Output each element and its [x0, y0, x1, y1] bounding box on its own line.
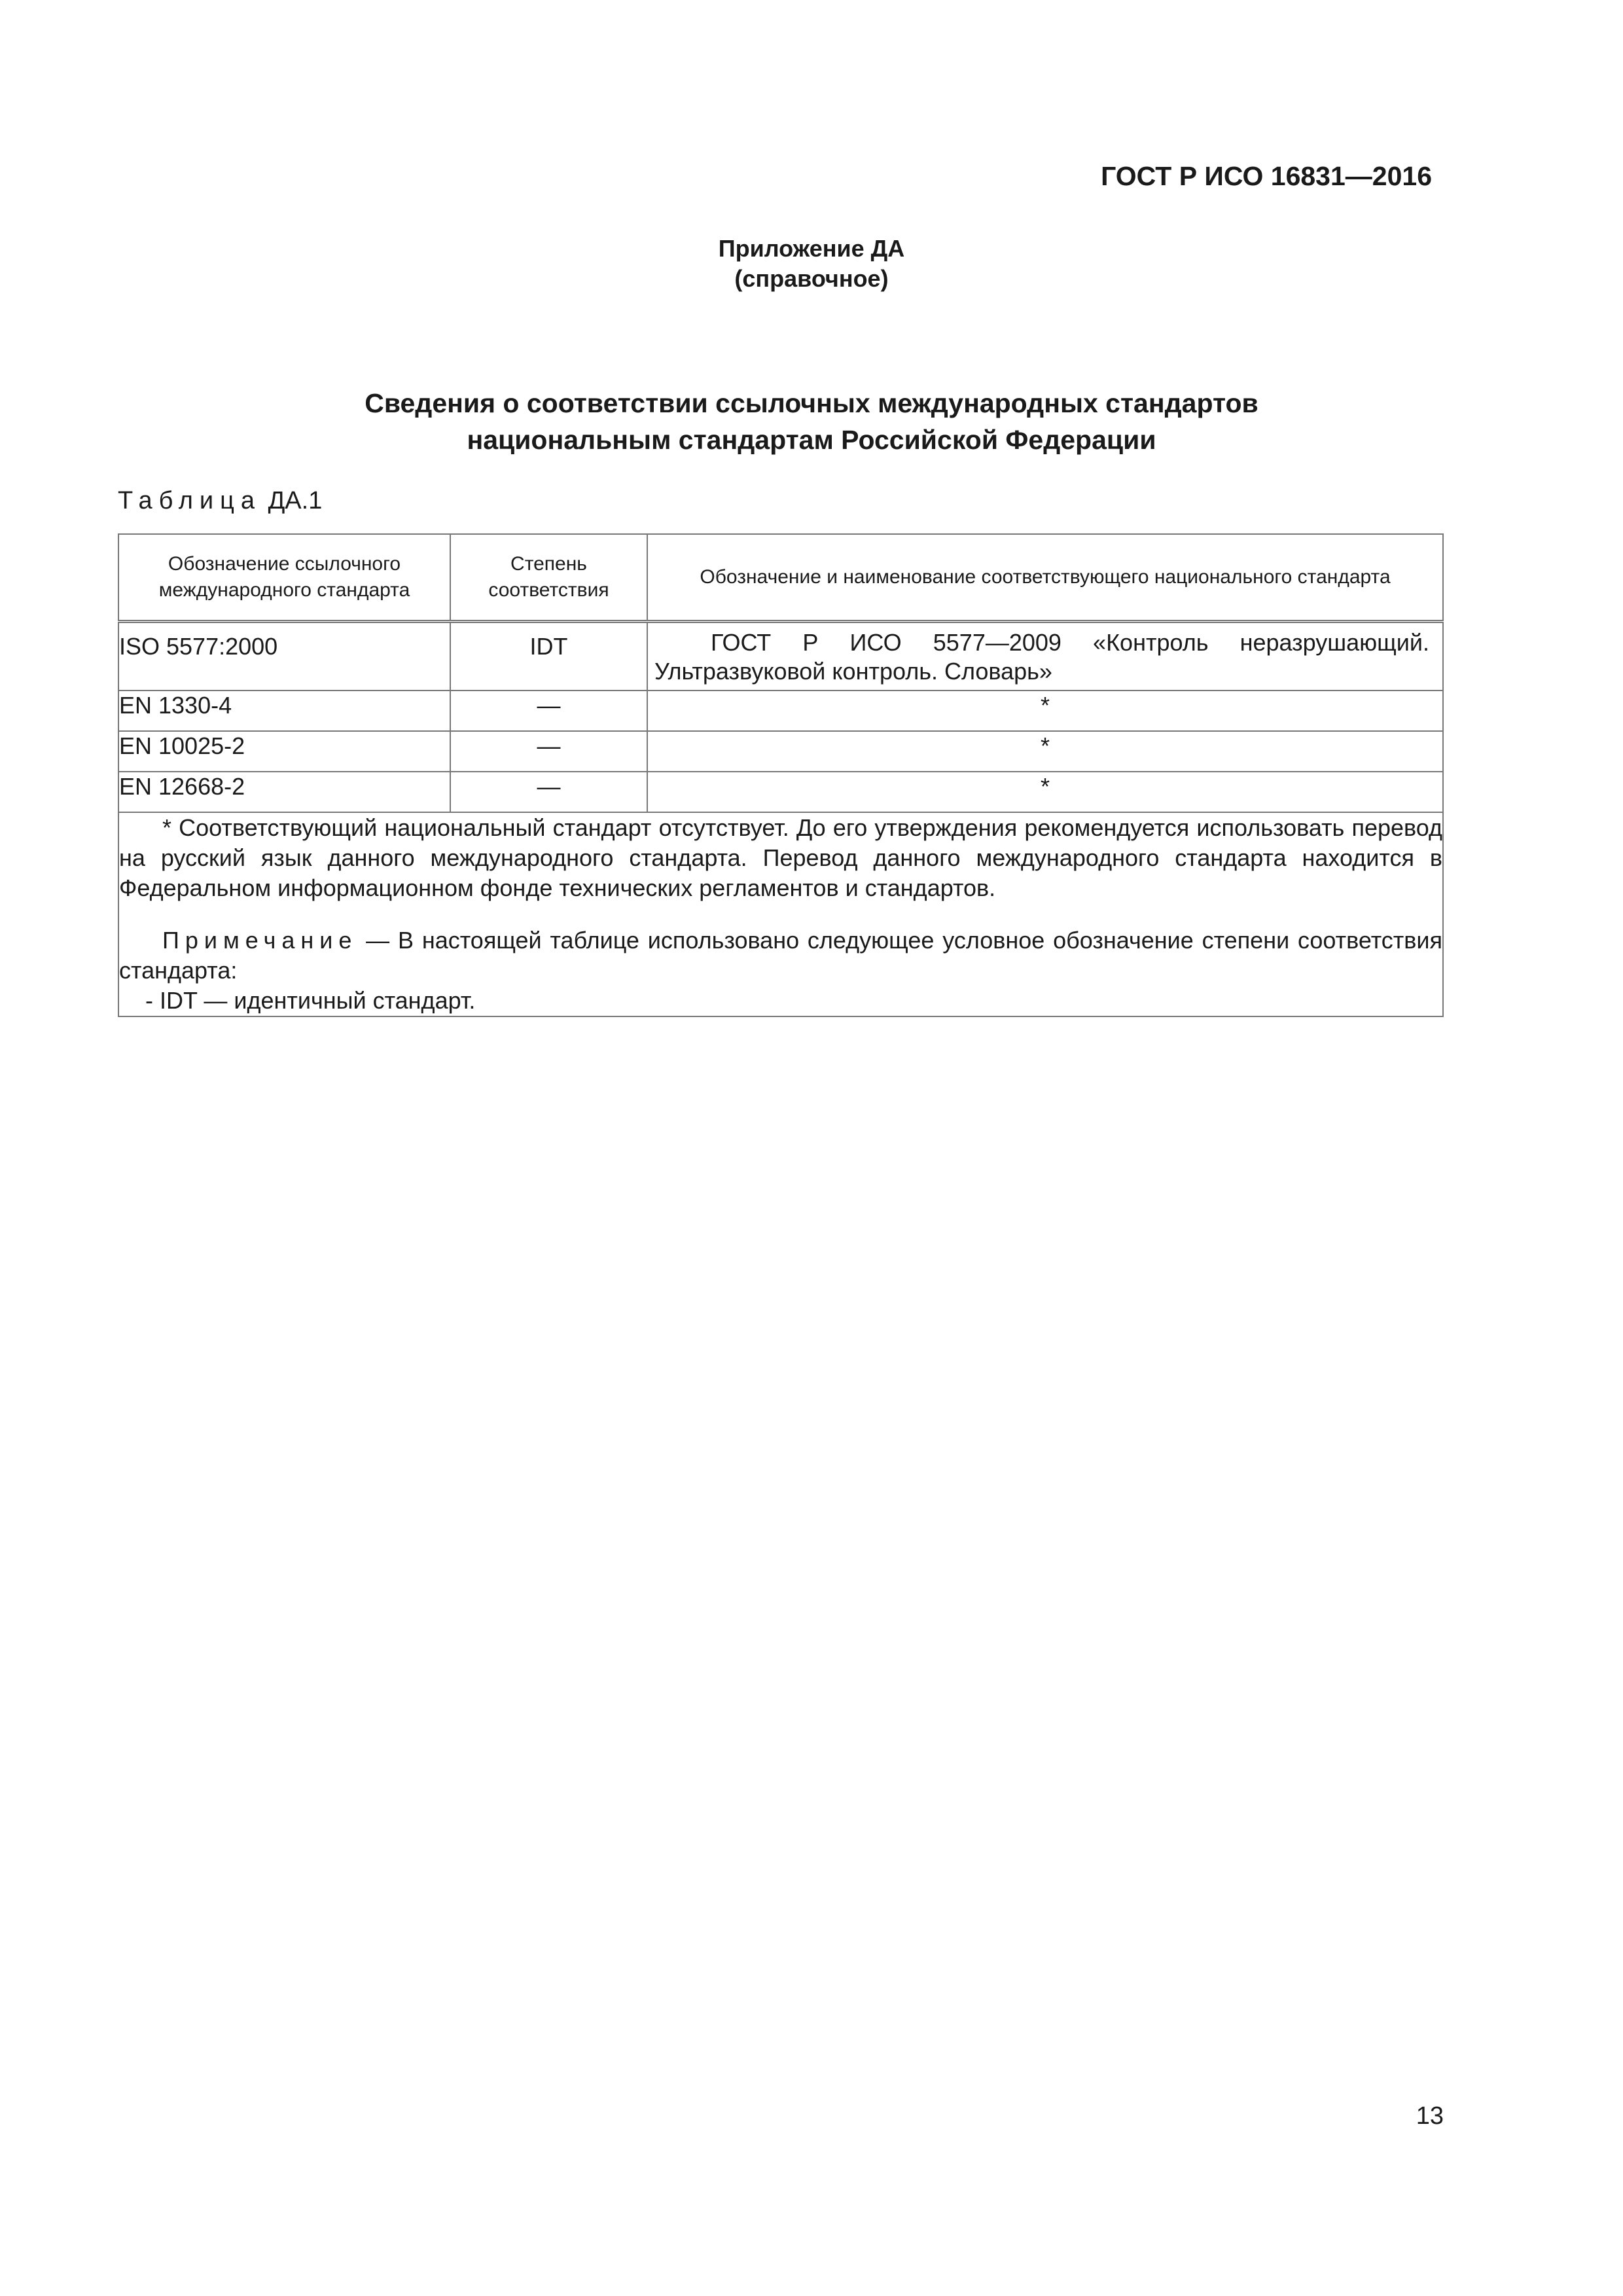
- appendix-heading: [0, 234, 1623, 294]
- section-title-line-1: Сведения о соответствии ссылочных международных стандартов: [365, 388, 1258, 418]
- note-paragraph: [119, 925, 1442, 986]
- note-label: Примечание: [162, 927, 358, 954]
- appendix-title: Приложение ДА: [718, 235, 905, 262]
- header-international-standard: Обозначение ссылочного международного стандарта: [118, 534, 450, 622]
- table-header-row: [118, 534, 1443, 622]
- cell-international-standard: EN 1330-4: [118, 691, 450, 731]
- appendix-subtitle: (справочное): [734, 265, 889, 292]
- table-caption: [118, 487, 322, 515]
- cell-degree: —: [450, 691, 647, 731]
- table-caption-label: Таблица: [118, 487, 261, 514]
- table-row: [118, 622, 1443, 691]
- document-code: ГОСТ Р ИСО 16831—2016: [1101, 161, 1432, 191]
- header-national-standard: Обозначение и наименование соответствующего национального стандарта: [647, 534, 1443, 622]
- header-degree: Степень соответствия: [450, 534, 647, 622]
- note-text: — В настоящей таблице использовано следующее условное обозначение степени соответствия стандарта:: [119, 927, 1442, 984]
- cell-degree: —: [450, 731, 647, 772]
- cell-national-standard: *: [647, 691, 1443, 731]
- cell-international-standard: ISO 5577:2000: [118, 622, 450, 691]
- table-row: [118, 772, 1443, 812]
- table-notes: [118, 812, 1443, 1016]
- cell-international-standard: EN 10025-2: [118, 731, 450, 772]
- cell-international-standard: EN 12668-2: [118, 772, 450, 812]
- footnote-text: * Соответствующий национальный стандарт отсутствует. До его утверждения рекомендуется использовать перевод на русский язык данного международного стандарта. Перевод данного международного стандарта находится в Федеральном информационном фонде технических регламентов и стандартов.: [119, 814, 1442, 901]
- table-row: [118, 691, 1443, 731]
- standards-correspondence-table: [118, 533, 1444, 1017]
- cell-degree: IDT: [450, 622, 647, 691]
- table-caption-number: ДА.1: [268, 487, 323, 514]
- note-list-item: - IDT — идентичный стандарт.: [145, 987, 476, 1014]
- section-title-line-2: национальным стандартам Российской Федерации: [467, 425, 1156, 455]
- section-title: [0, 385, 1623, 458]
- page-number: 13: [1416, 2102, 1444, 2130]
- cell-national-standard: ГОСТ Р ИСО 5577—2009 «Контроль неразрушающий. Ультразвуковой контроль. Словарь»: [647, 622, 1443, 691]
- cell-national-standard: *: [647, 731, 1443, 772]
- cell-degree: —: [450, 772, 647, 812]
- table-row: [118, 731, 1443, 772]
- table-notes-row: [118, 812, 1443, 1016]
- cell-national-standard: *: [647, 772, 1443, 812]
